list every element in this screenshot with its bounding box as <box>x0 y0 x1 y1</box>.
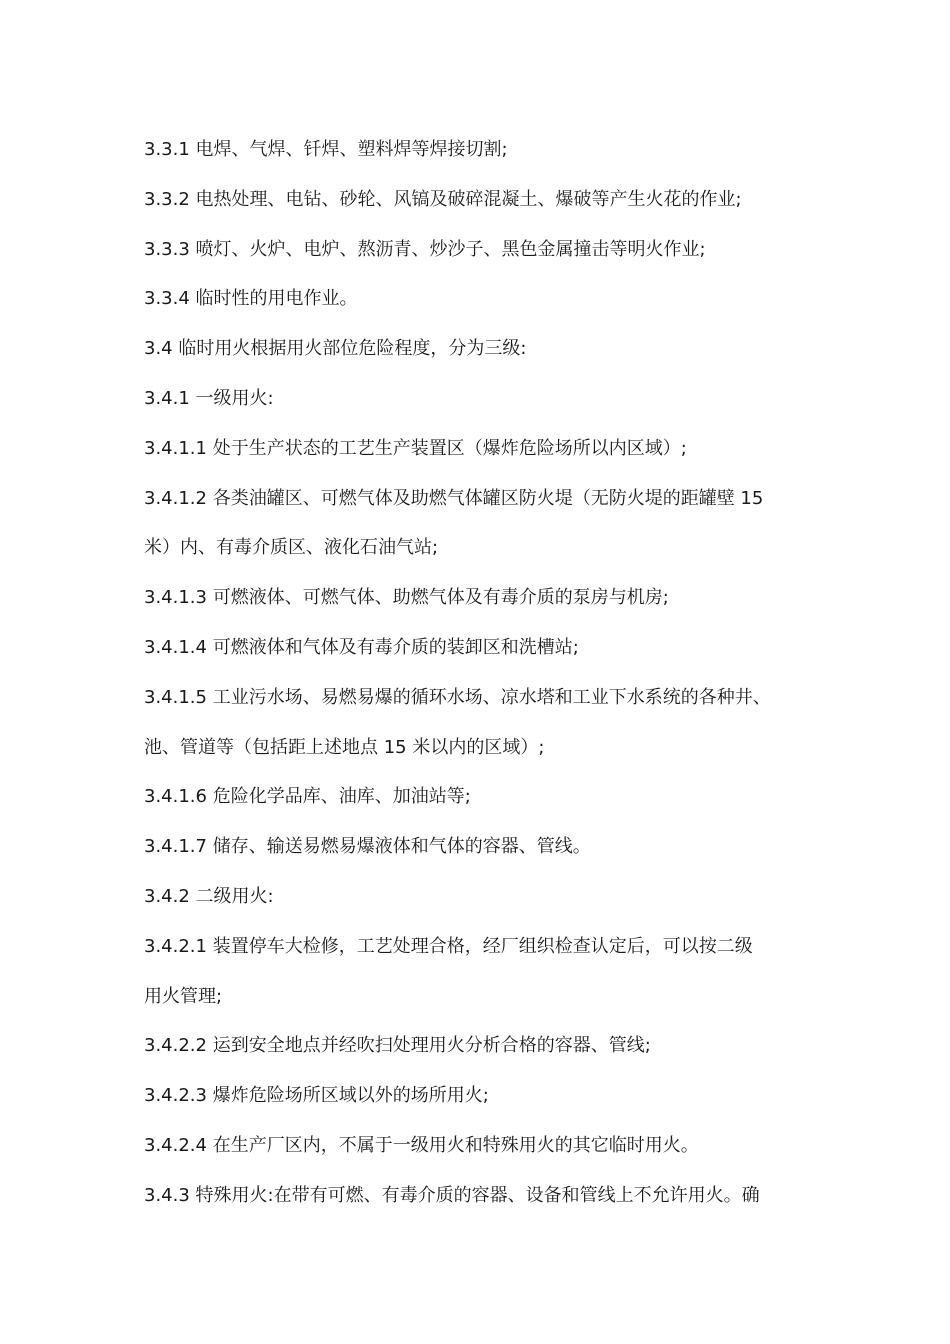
text-line: 3.3.4 临时性的用电作业。 <box>144 288 358 310</box>
document-body <box>144 132 834 1228</box>
subsection-heading: 3.4.2 二级用火: <box>144 885 274 907</box>
section-heading: 3.4 临时用火根据用火部位危险程度，分为三级: <box>144 338 527 360</box>
text-line: 3.3.2 电热处理、电钻、砂轮、风镐及破碎混凝土、爆破等产生火花的作业; <box>144 188 742 210</box>
text-line: 3.4.1.3 可燃液体、可燃气体、助燃气体及有毒介质的泵房与机房; <box>144 587 669 609</box>
text-line: 3.4.1.2 各类油罐区、可燃气体及助燃气体罐区防火堤（无防火堤的距罐壁 15 <box>144 487 764 509</box>
text-line: 池、管道等（包括距上述地点 15 米以内的区域）; <box>144 736 545 758</box>
text-line: 3.4.2.4 在生产厂区内，不属于一级用火和特殊用火的其它临时用火。 <box>144 1134 699 1156</box>
text-line: 3.4.1.5 工业污水场、易燃易爆的循环水场、凉水塔和工业下水系统的各种井、 <box>144 686 771 708</box>
text-line: 3.4.2.1 装置停车大检修，工艺处理合格，经厂组织检查认定后，可以按二级 <box>144 935 753 957</box>
text-line: 3.4.1.4 可燃液体和气体及有毒介质的装卸区和洗槽站; <box>144 636 579 658</box>
text-line: 3.4.1.1 处于生产状态的工艺生产装置区（爆炸危险场所以内区域）; <box>144 437 687 459</box>
text-line: 3.4.3 特殊用火:在带有可燃、有毒介质的容器、设备和管线上不允许用火。确 <box>144 1184 760 1206</box>
text-line: 3.4.1.7 储存、输送易燃易爆液体和气体的容器、管线。 <box>144 836 591 858</box>
text-line: 3.4.1.6 危险化学品库、油库、加油站等; <box>144 786 471 808</box>
text-line: 用火管理; <box>144 985 223 1007</box>
text-line: 3.3.1 电焊、气焊、钎焊、塑料焊等焊接切割; <box>144 139 508 160</box>
text-line: 3.3.3 喷灯、火炉、电炉、熬沥青、炒沙子、黑色金属撞击等明火作业; <box>144 238 706 260</box>
subsection-heading: 3.4.1 一级用火: <box>144 387 274 409</box>
text-line: 3.4.2.2 运到安全地点并经吹扫处理用火分析合格的容器、管线; <box>144 1035 651 1057</box>
text-line: 3.4.2.3 爆炸危险场所区域以外的场所用火; <box>144 1085 489 1107</box>
text-line: 米）内、有毒介质区、液化石油气站; <box>144 537 439 559</box>
